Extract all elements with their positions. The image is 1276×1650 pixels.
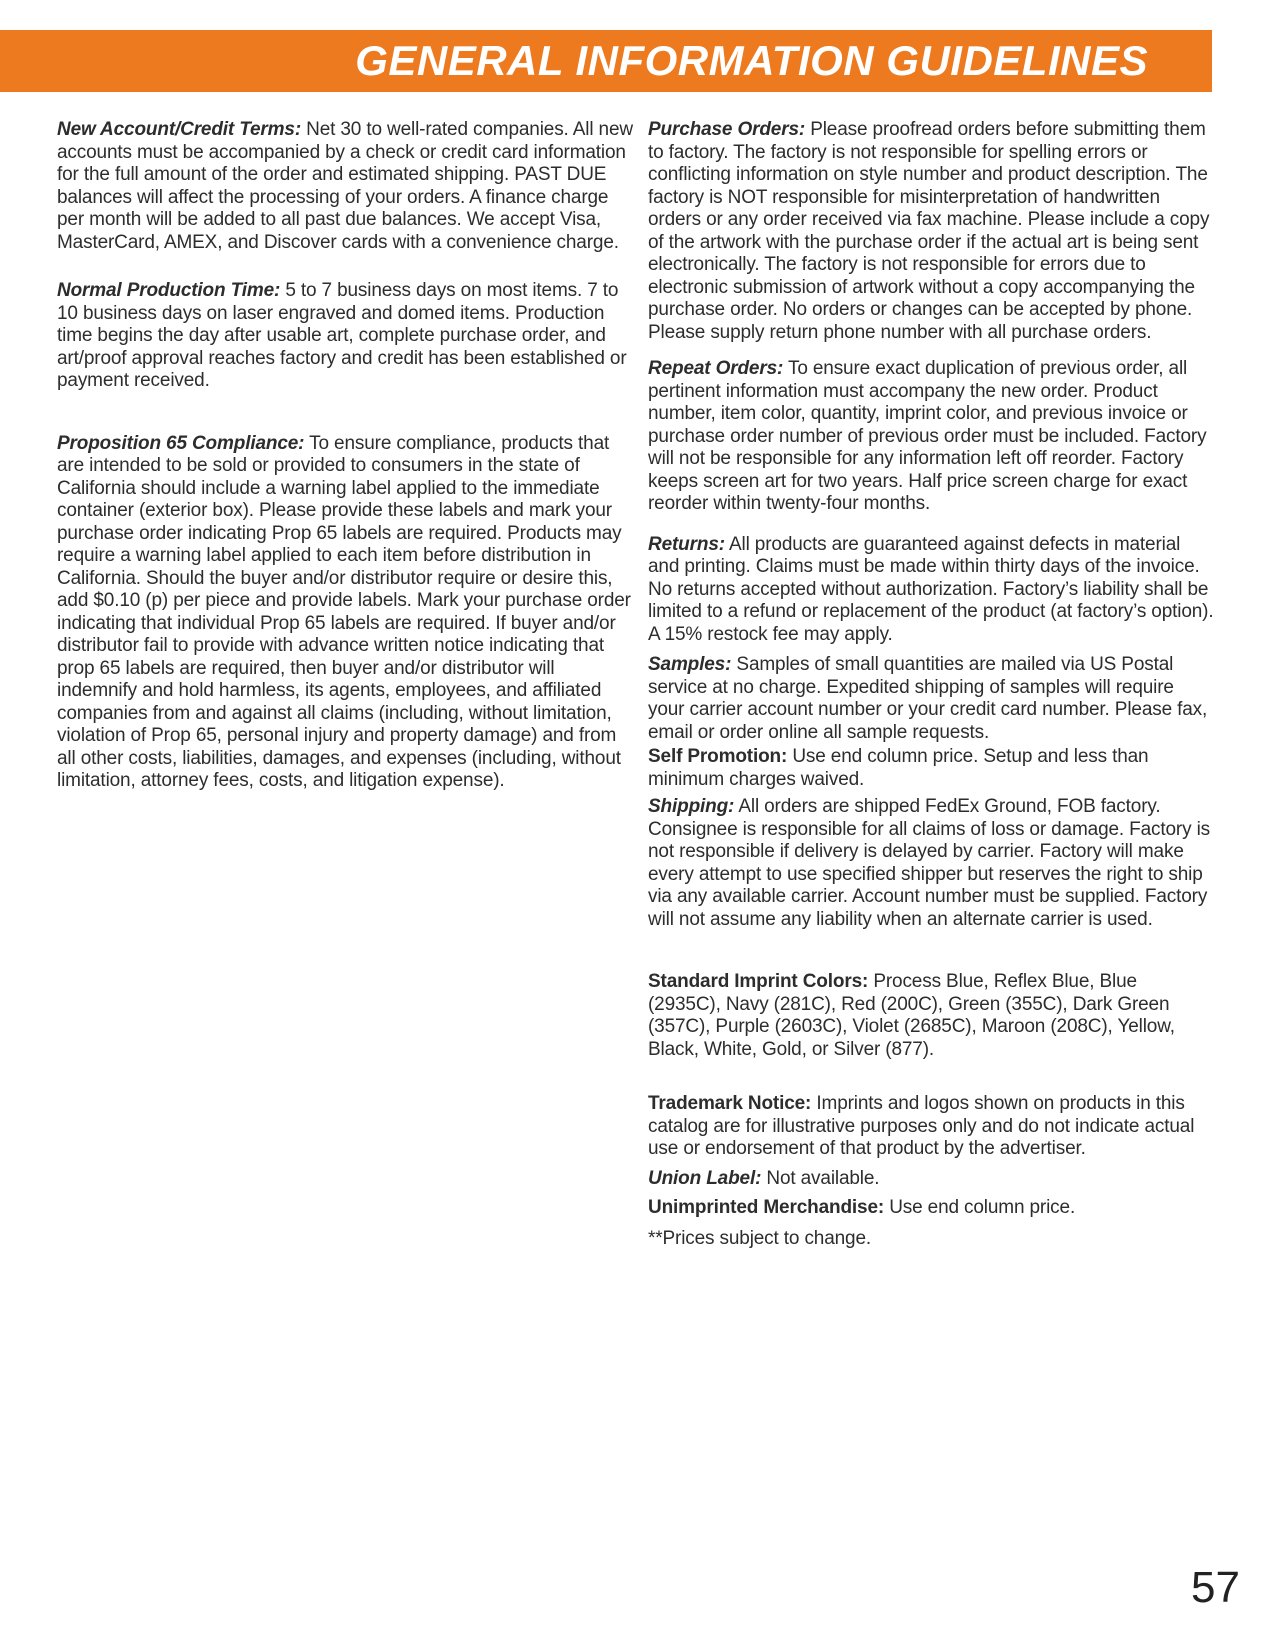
purchase-orders-label: Purchase Orders: [648, 119, 806, 140]
footnote-prices-subject-to-change [648, 1228, 1214, 1251]
samples-label: Samples: [648, 654, 732, 675]
returns-label: Returns: [648, 533, 725, 555]
section-self-promotion [648, 746, 1214, 791]
section-union-label [648, 1168, 1214, 1191]
trademark-notice-label: Trademark Notice: [648, 1093, 812, 1114]
page-header-banner [0, 30, 1212, 92]
proposition-65-compliance-body: To ensure compliance, products that are intended to be sold or provided to consumers in the state of California should include a warning label applied to the immediate container (exterior box). Please provide these labels and mark your purchase order indicating Prop 65 labels are required. Products may require a warning label applied to each item before distribution in California. Should the buyer and/or distributor require or desire this, add $0.10 (p) per piece and provide labels. Mark your purchase order indicating that individual Prop 65 labels are required. If buyer and/or distributor fail to provide with advance written notice indicating that prop 65 labels are required, then buyer and/or distributor will indemnify and hold harmless, its agents, employees, and affiliated companies from and against all claims (including, without limitation, violation of Prop 65, personal injury and property damage) and from all other costs, liabilities, damages, and expenses (including, without limitation, attorney fees, costs, and litigation expense). [57, 432, 631, 791]
repeat-orders-body: To ensure exact duplication of previous order, all pertinent information must accompany the new order. Product number, item color, quantity, imprint color, and previous invoice or purchase order number of previous order must be included. Factory will not be responsible for any information left off reorder. Factory keeps screen art for two years. Half price screen charge for exact reorder within twenty-four months. [648, 358, 1207, 514]
section-trademark-notice [648, 1093, 1214, 1161]
standard-imprint-colors-label: Standard Imprint Colors: [648, 971, 869, 992]
right-column [648, 119, 1214, 1250]
proposition-65-compliance-label: Proposition 65 Compliance: [57, 432, 305, 454]
shipping-body: All orders are shipped FedEx Ground, FOB factory. Consignee is responsible for all claims of loss or damage. Factory is not responsible if delivery is delayed by carrier. Factory will make every attempt to use specified shipper but reserves the right to ship via any available carrier. Account number must be supplied. Factory will not assume any liability when an alternate carrier is used. [648, 796, 1211, 930]
new-account-credit-terms-label: New Account/Credit Terms: [57, 119, 301, 140]
new-account-credit-terms-body: Net 30 to well-rated companies. All new accounts must be accompanied by a check or credit card information for the full amount of the order and estimated shipping. PAST DUE balances will affect the processing of your orders. A finance charge per month will be added to all past due balances. We accept Visa, MasterCard, AMEX, and Discover cards with a convenience charge. [57, 119, 633, 253]
unimprinted-merchandise-body: Use end column price. [889, 1197, 1076, 1218]
section-new-account-credit-terms [57, 119, 637, 254]
section-shipping [648, 796, 1214, 931]
section-samples [648, 654, 1214, 744]
self-promotion-label: Self Promotion: [648, 746, 788, 767]
section-repeat-orders [648, 358, 1214, 516]
section-standard-imprint-colors [648, 971, 1214, 1061]
samples-body: Samples of small quantities are mailed via US Postal service at no charge. Expedited shipping of samples will require your carrier account number or your credit card number. Please fax, email or order online all sample requests. [648, 654, 1208, 743]
prices-subject-to-change-text: **Prices subject to change. [648, 1227, 872, 1249]
page-title: GENERAL INFORMATION GUIDELINES [355, 37, 1148, 84]
page-number: 57 [1191, 1563, 1240, 1612]
returns-body: All products are guaranteed against defects in material and printing. Claims must be made within thirty days of the invoice. No returns accepted without authorization. Factory’s liability shall be limited to a refund or replacement of the product (at factory’s option). A 15% restock fee may apply. [648, 533, 1214, 645]
union-label-label: Union Label: [648, 1167, 762, 1189]
standard-imprint-colors-body: Process Blue, Reflex Blue, Blue (2935C), Navy (281C), Red (200C), Green (355C), Dark Green (357C), Purple (2603C), Violet (2685C), Maroon (208C), Yellow, Black, White, Gold, or Silver (877). [648, 971, 1175, 1060]
self-promotion-body: Use end column price. Setup and less than minimum charges waived. [648, 746, 1149, 790]
union-label-body: Not available. [766, 1167, 880, 1189]
unimprinted-merchandise-label: Unimprinted Merchandise: [648, 1197, 885, 1218]
section-returns [648, 534, 1214, 647]
normal-production-time-body: 5 to 7 business days on most items. 7 to 10 business days on laser engraved and domed items. Production time begins the day after usable art, complete purchase order, and art/proof approval reaches factory and credit has been established or payment received. [57, 280, 627, 391]
shipping-label: Shipping: [648, 796, 735, 817]
left-column [57, 119, 637, 793]
section-proposition-65-compliance [57, 433, 637, 793]
section-normal-production-time [57, 280, 637, 393]
trademark-notice-body: Imprints and logos shown on products in this catalog are for illustrative purposes only and do not indicate actual use or endorsement of that product by the advertiser. [648, 1093, 1195, 1159]
repeat-orders-label: Repeat Orders: [648, 358, 784, 379]
normal-production-time-label: Normal Production Time: [57, 280, 281, 301]
section-purchase-orders [648, 119, 1214, 344]
section-unimprinted-merchandise [648, 1197, 1214, 1220]
purchase-orders-body: Please proofread orders before submitting them to factory. The factory is not responsible for spelling errors or conflicting information on style number and product description. The factory is NOT responsible for misinterpretation of handwritten orders or any order received via fax machine. Please include a copy of the artwork with the purchase order if the actual art is being sent electronically. The factory is not responsible for errors due to electronic submission of artwork without a copy accompanying the purchase order. No orders or changes can be accepted by phone. Please supply return phone number with all purchase orders. [648, 119, 1210, 343]
